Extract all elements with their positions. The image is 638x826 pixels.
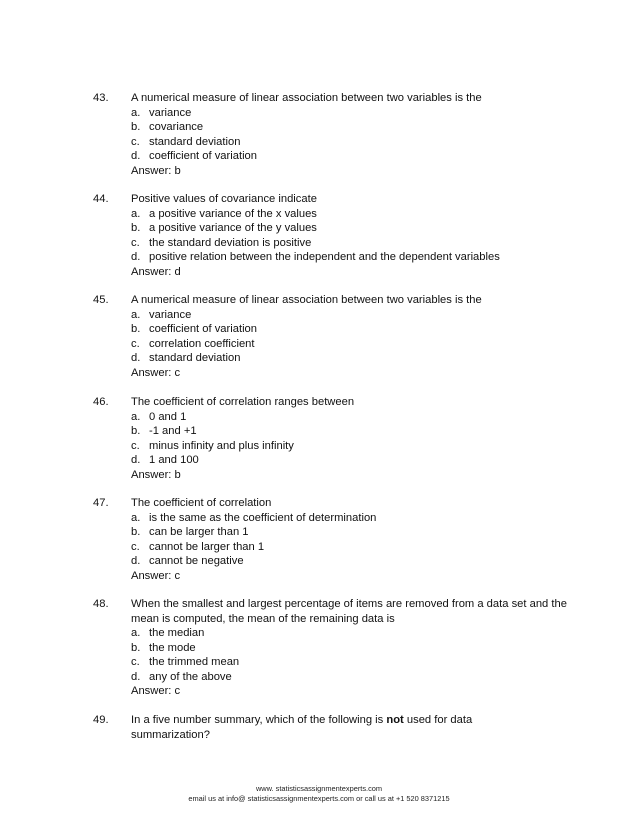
footer-contact: email us at info@ statisticsassignmentexperts.com or call us at +1 520 8371215	[188, 794, 450, 803]
option-b: b. covariance	[131, 121, 204, 133]
option-a: a. a positive variance of the x values	[131, 207, 317, 220]
question-number: 46.	[93, 396, 109, 408]
option-b: b. -1 and +1	[131, 425, 197, 437]
footer-website: www. statisticsassignmentexperts.com	[255, 784, 383, 793]
page-footer	[0, 784, 638, 804]
option-a: a. variance	[131, 106, 192, 119]
answer: Answer: c	[131, 569, 181, 582]
option-c: c. cannot be larger than 1	[131, 540, 265, 553]
option-c: c. correlation coefficient	[131, 337, 255, 350]
option-a: a. 0 and 1	[131, 410, 187, 423]
question-number: 43.	[93, 92, 109, 104]
answer: Answer: c	[131, 685, 181, 697]
option-c: c. minus infinity and plus infinity	[131, 439, 294, 452]
answer: Answer: b	[131, 468, 181, 481]
option-c: c. the standard deviation is positive	[131, 236, 312, 249]
option-b: b. the mode	[131, 641, 196, 654]
option-d: d. standard deviation	[131, 352, 241, 364]
option-b: b. a positive variance of the y values	[131, 222, 317, 234]
question-text: A numerical measure of linear association between two variables is the	[131, 294, 482, 306]
option-b: b. can be larger than 1	[131, 526, 249, 538]
option-d: d. 1 and 100	[131, 454, 199, 466]
question-number: 45.	[93, 294, 109, 306]
question-text: In a five number summary, which of the following is not used for data summarization?	[131, 714, 473, 741]
answer: Answer: b	[131, 164, 181, 177]
option-a: a. the median	[131, 627, 205, 639]
option-b: b. coefficient of variation	[131, 323, 258, 335]
option-c: c. the trimmed mean	[131, 656, 240, 668]
question-text: When the smallest and largest percentage of items are removed from a data set and the mean is computed, the mean of the remaining data is	[131, 598, 567, 625]
question-number: 47.	[93, 497, 109, 509]
option-c: c. standard deviation	[131, 135, 241, 148]
answer: Answer: d	[131, 265, 181, 278]
option-d: d. coefficient of variation	[131, 150, 258, 162]
option-d: d. cannot be negative	[131, 555, 244, 567]
question-number: 44.	[93, 193, 109, 205]
option-d: d. positive relation between the independent and the dependent variables	[131, 251, 500, 263]
answer: Answer: c	[131, 366, 181, 379]
option-d: d. any of the above	[131, 670, 232, 683]
question-text: The coefficient of correlation	[131, 497, 272, 509]
emphasis-not: not	[386, 714, 404, 726]
question-text: A numerical measure of linear association between two variables is the	[131, 92, 482, 104]
question-text: Positive values of covariance indicate	[131, 193, 317, 205]
question-number: 48.	[93, 598, 109, 610]
question-text: The coefficient of correlation ranges between	[131, 396, 355, 408]
option-a: a. variance	[131, 308, 192, 321]
question-number: 49.	[93, 714, 109, 726]
option-a: a. is the same as the coefficient of determination	[131, 511, 377, 524]
